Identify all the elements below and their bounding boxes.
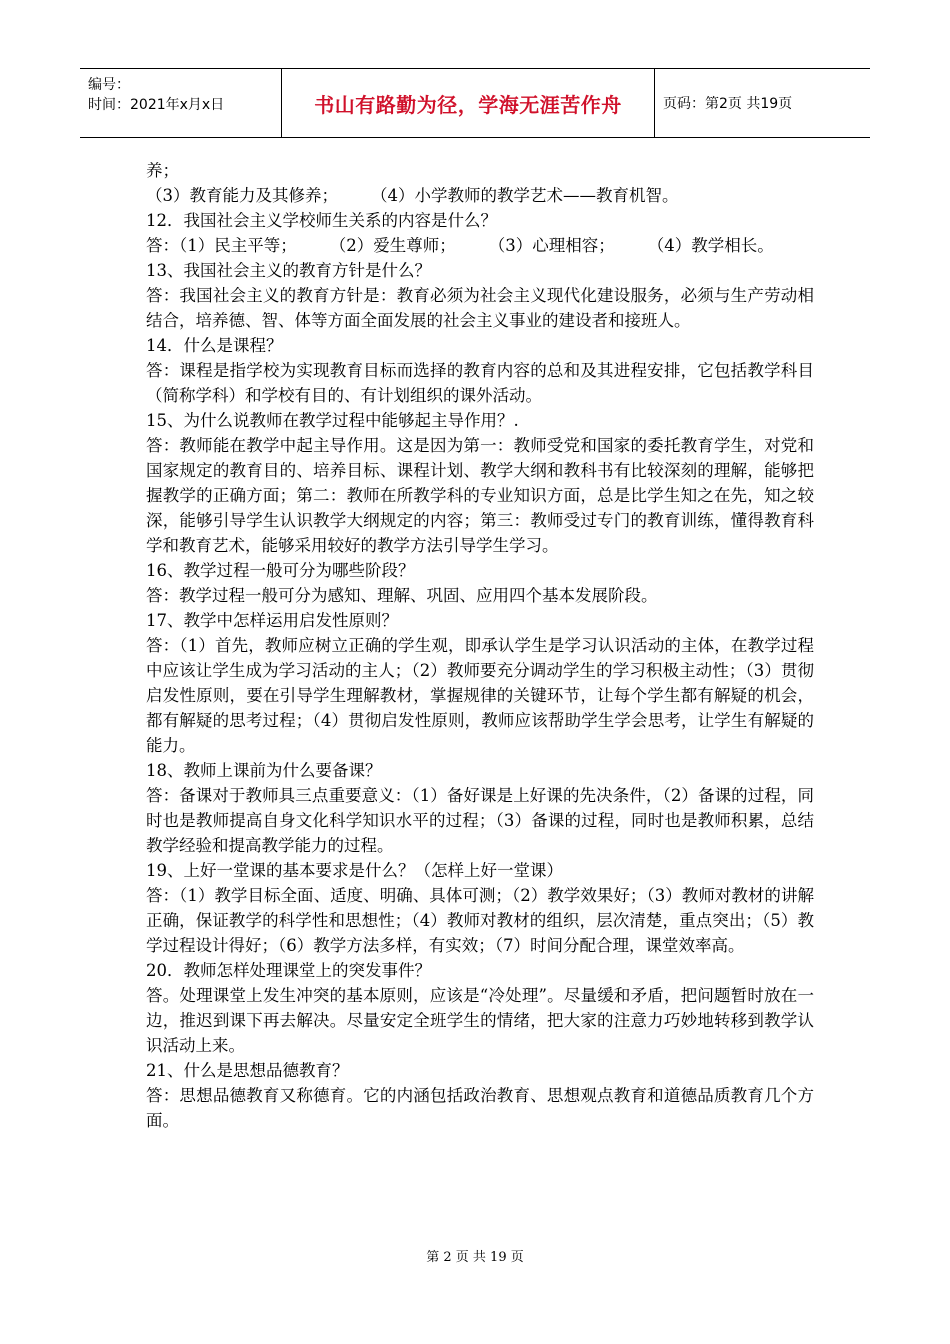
motto: 书山有路勤为径，学海无涯苦作舟: [314, 92, 622, 117]
answer-paragraph: 答：思想品德教育又称德育。它的内涵包括政治教育、思想观点教育和道德品质教育几个方面。: [146, 1086, 814, 1130]
answer-paragraph: 答：我国社会主义的教育方针是：教育必须为社会主义现代化建设服务，必须与生产劳动相结合，培养德、智、体等方面全面发展的社会主义事业的建设者和接班人。: [146, 286, 814, 330]
question-heading: 12．我国社会主义学校师生关系的内容是什么？: [146, 211, 497, 230]
question-heading: 19、上好一堂课的基本要求是什么？（怎样上好一堂课）: [146, 861, 563, 880]
answer-paragraph: 答：课程是指学校为实现教育目标而选择的教育内容的总和及其进程安排，它包括教学科目（简称学科）和学校有目的、有计划组织的课外活动。: [146, 361, 814, 405]
header-meta: [80, 69, 282, 137]
answer-paragraph: 答：备课对于教师具三点重要意义：（1）备好课是上好课的先决条件，（2）备课的过程，同时也是教师提高自身文化科学知识水平的过程；（3）备课的过程，同时也是教师积累，总结教学经验和提高教学能力的过程。: [146, 786, 814, 855]
question-heading: 14．什么是课程？: [146, 336, 283, 355]
page-footer: [0, 1246, 950, 1265]
answer-paragraph: 答：（1）民主平等； （2）爱生尊师； （3）心理相容； （4）教学相长。: [146, 236, 774, 255]
question-heading: 20．教师怎样处理课堂上的突发事件？: [146, 961, 431, 980]
header-motto-cell: [282, 69, 655, 137]
answer-paragraph: 答：（1）教学目标全面、适度、明确、具体可测；（2）教学效果好；（3）教师对教材的讲解正确，保证教学的科学性和思想性；（4）教师对教材的组织，层次清楚，重点突出；（5）教学过程设计得好；（6）教学方法多样，有实效；（7）时间分配合理，课堂效率高。: [146, 886, 814, 955]
footer-page-number: 第 2 页 共 19 页: [426, 1250, 524, 1265]
header-page-info-cell: [655, 69, 870, 137]
question-heading: 13、我国社会主义的教育方针是什么？: [146, 261, 431, 280]
date-label: 时间：2021年x月x日: [88, 97, 225, 113]
paragraph: （3）教育能力及其修养； （4）小学教师的教学艺术——教育机智。: [146, 186, 679, 205]
answer-paragraph: 答：（1）首先，教师应树立正确的学生观，即承认学生是学习认识活动的主体，在教学过程中应该让学生成为学习活动的主人；（2）教师要充分调动学生的学习积极主动性；（3）贯彻启发性原则，要在引导学生理解教材，掌握规律的关键环节，让每个学生都有解疑的机会，都有解疑的思考过程；（4）贯彻启发性原则，教师应该帮助学生学会思考，让学生有解疑的能力。: [146, 636, 814, 755]
question-heading: 15、为什么说教师在教学过程中能够起主导作用？.: [146, 411, 519, 430]
answer-paragraph: 答：教师能在教学中起主导作用。这是因为第一：教师受党和国家的委托教育学生，对党和国家规定的教育目的、培养目标、课程计划、教学大纲和教科书有比较深刻的理解，能够把握教学的正确方面；第二：教师在所教学科的专业知识方面，总是比学生知之在先，知之较深，能够引导学生认识教学大纲规定的内容；第三：教师受过专门的教育训练，懂得教育科学和教育艺术，能够采用较好的教学方法引导学生学习。: [146, 436, 814, 555]
paragraph: 养；: [146, 161, 179, 180]
answer-paragraph: 答。处理课堂上发生冲突的基本原则，应该是“冷处理”。尽量缓和矛盾，把问题暂时放在一边，推迟到课下再去解决。尽量安定全班学生的情绪，把大家的注意力巧妙地转移到教学认识活动上来。: [146, 986, 814, 1055]
question-heading: 17、教学中怎样运用启发性原则？: [146, 611, 398, 630]
answer-paragraph: 答：教学过程一般可分为感知、理解、巩固、应用四个基本发展阶段。: [146, 586, 658, 605]
question-heading: 21、什么是思想品德教育？: [146, 1061, 349, 1080]
page-header: [80, 68, 870, 138]
question-heading: 16、教学过程一般可分为哪些阶段？: [146, 561, 415, 580]
document-body: [146, 158, 814, 1133]
page-info: 页码：第2页 共19页: [663, 96, 793, 112]
question-heading: 18、教师上课前为什么要备课？: [146, 761, 382, 780]
code-label: 编号：: [88, 77, 130, 93]
